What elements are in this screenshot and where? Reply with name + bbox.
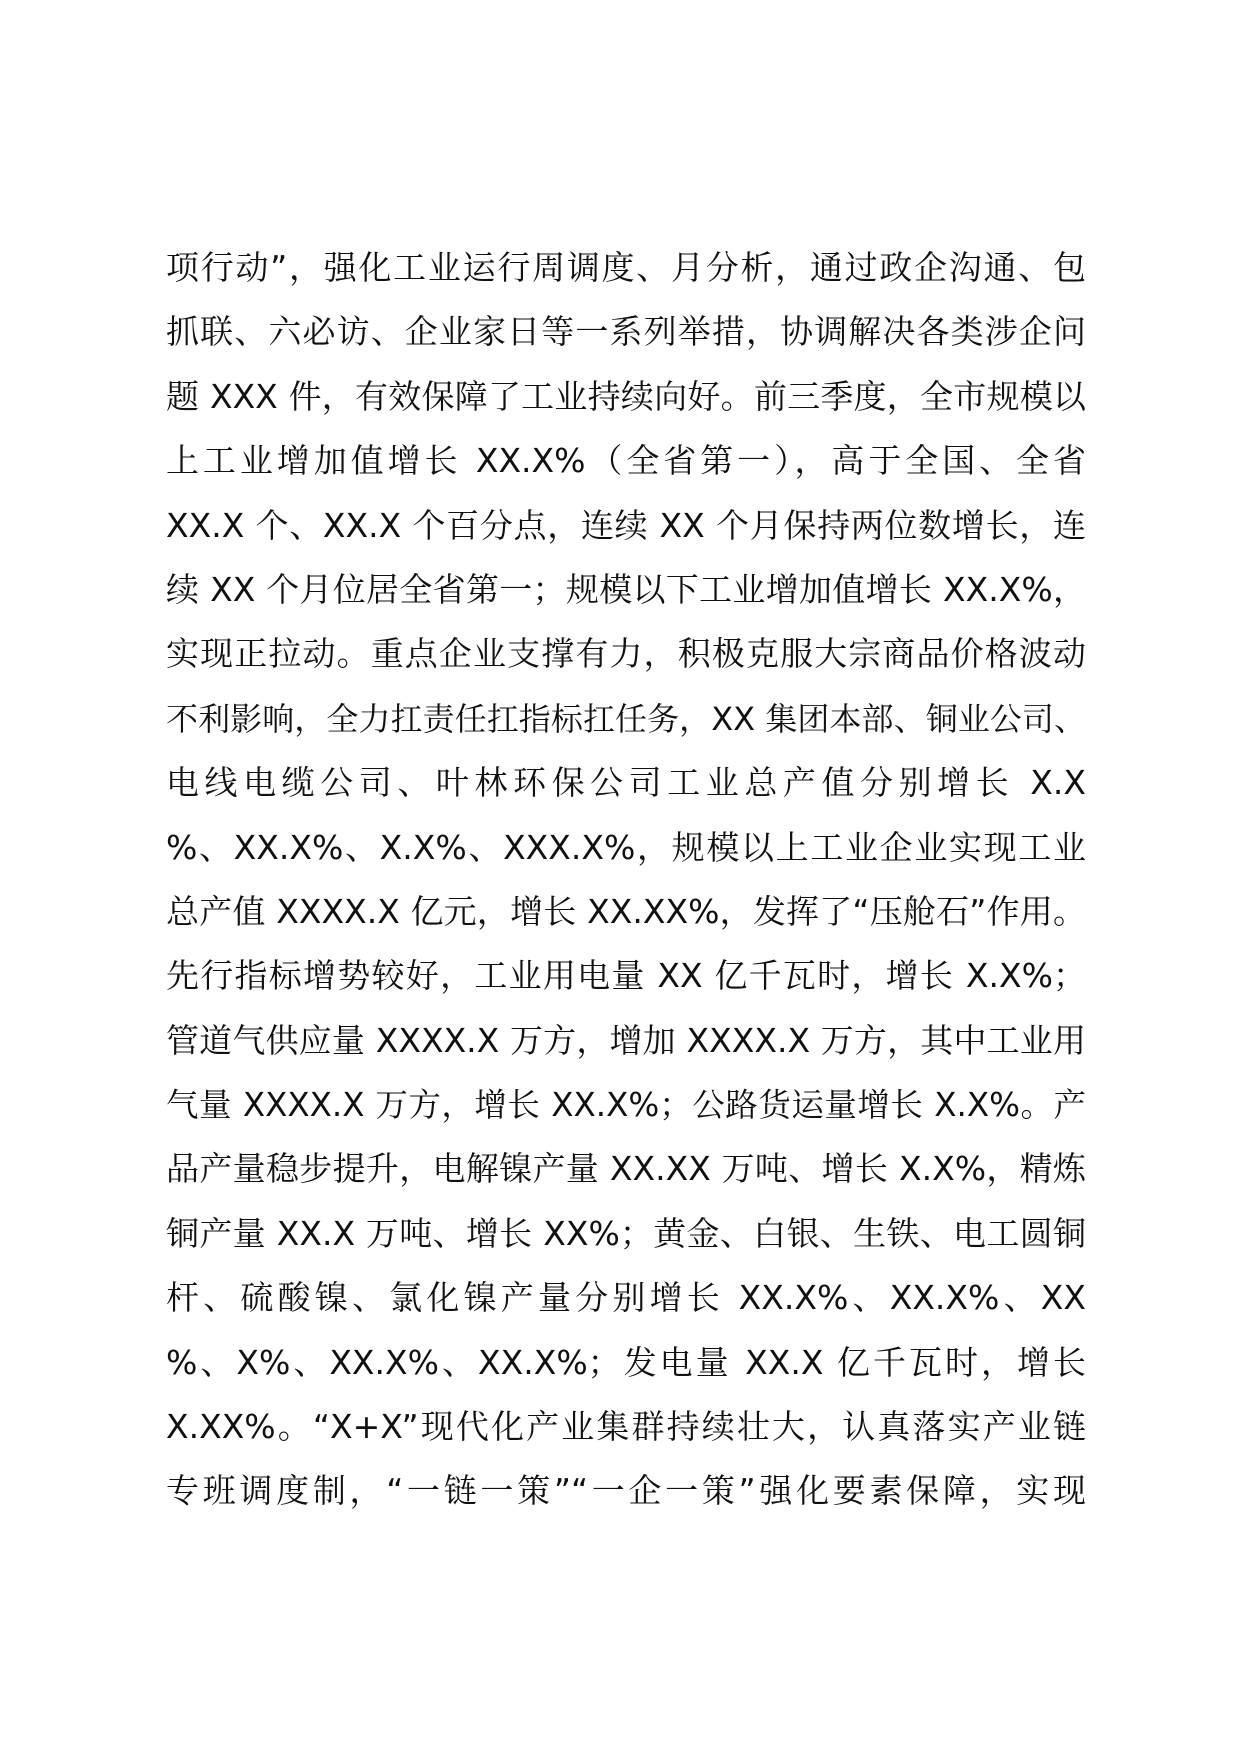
text-line: %、XX.X%、X.X%、XXX.X%，规模以上工业企业实现工业 bbox=[166, 827, 1086, 867]
text-line: 气量 XXXX.X 万方，增长 XX.X%；公路货运量增长 X.X%。产 bbox=[166, 1086, 1086, 1125]
text-line: 电线电缆公司、叶林环保公司工业总产值分别增长 X.X bbox=[166, 763, 1086, 803]
text-line: XX.X 个、XX.X 个百分点，连续 XX 个月保持两位数增长，连 bbox=[166, 505, 1086, 545]
text-line: %、X%、XX.X%、XX.X%；发电量 XX.X 亿千瓦时，增长 bbox=[166, 1342, 1086, 1382]
text-line: 专班调度制，“一链一策”“一企一策”强化要素保障，实现 bbox=[166, 1471, 1086, 1511]
text-line: 续 XX 个月位居全省第一；规模以下工业增加值增长 XX.X%， bbox=[166, 569, 1086, 609]
text-line: 抓联、六必访、企业家日等一系列举措，协调解决各类涉企问 bbox=[166, 312, 1086, 352]
text-line: 项行动”，强化工业运行周调度、月分析，通过政企沟通、包 bbox=[166, 248, 1086, 287]
text-line: 题 XXX 件，有效保障了工业持续向好。前三季度，全市规模以 bbox=[166, 376, 1086, 416]
text-line: 实现正拉动。重点企业支撑有力，积极克服大宗商品价格波动 bbox=[166, 634, 1086, 674]
text-line: 铜产量 XX.X 万吨、增长 XX%；黄金、白银、生铁、电工圆铜 bbox=[166, 1213, 1086, 1253]
text-line: 总产值 XXXX.X 亿元，增长 XX.XX%，发挥了“压舱石”作用。 bbox=[166, 891, 1086, 931]
text-line: 上工业增加值增长 XX.X%（全省第一），高于全国、全省 bbox=[166, 441, 1086, 481]
text-line: 杆、硫酸镍、氯化镍产量分别增长 XX.X%、XX.X%、XX bbox=[166, 1278, 1086, 1318]
text-line: 管道气供应量 XXXX.X 万方，增加 XXXX.X 万方，其中工业用 bbox=[166, 1020, 1086, 1060]
text-line: 不利影响，全力扛责任扛指标扛任务，XX 集团本部、铜业公司、 bbox=[166, 699, 1086, 738]
text-line: 品产量稳步提升，电解镍产量 XX.XX 万吨、增长 X.X%，精炼 bbox=[166, 1149, 1086, 1189]
text-line: 先行指标增势较好，工业用电量 XX 亿千瓦时，增长 X.X%； bbox=[166, 956, 1086, 996]
text-line: X.XX%。“X+X”现代化产业集群持续壮大，认真落实产业链 bbox=[166, 1407, 1086, 1447]
body-paragraph bbox=[166, 236, 1086, 1524]
